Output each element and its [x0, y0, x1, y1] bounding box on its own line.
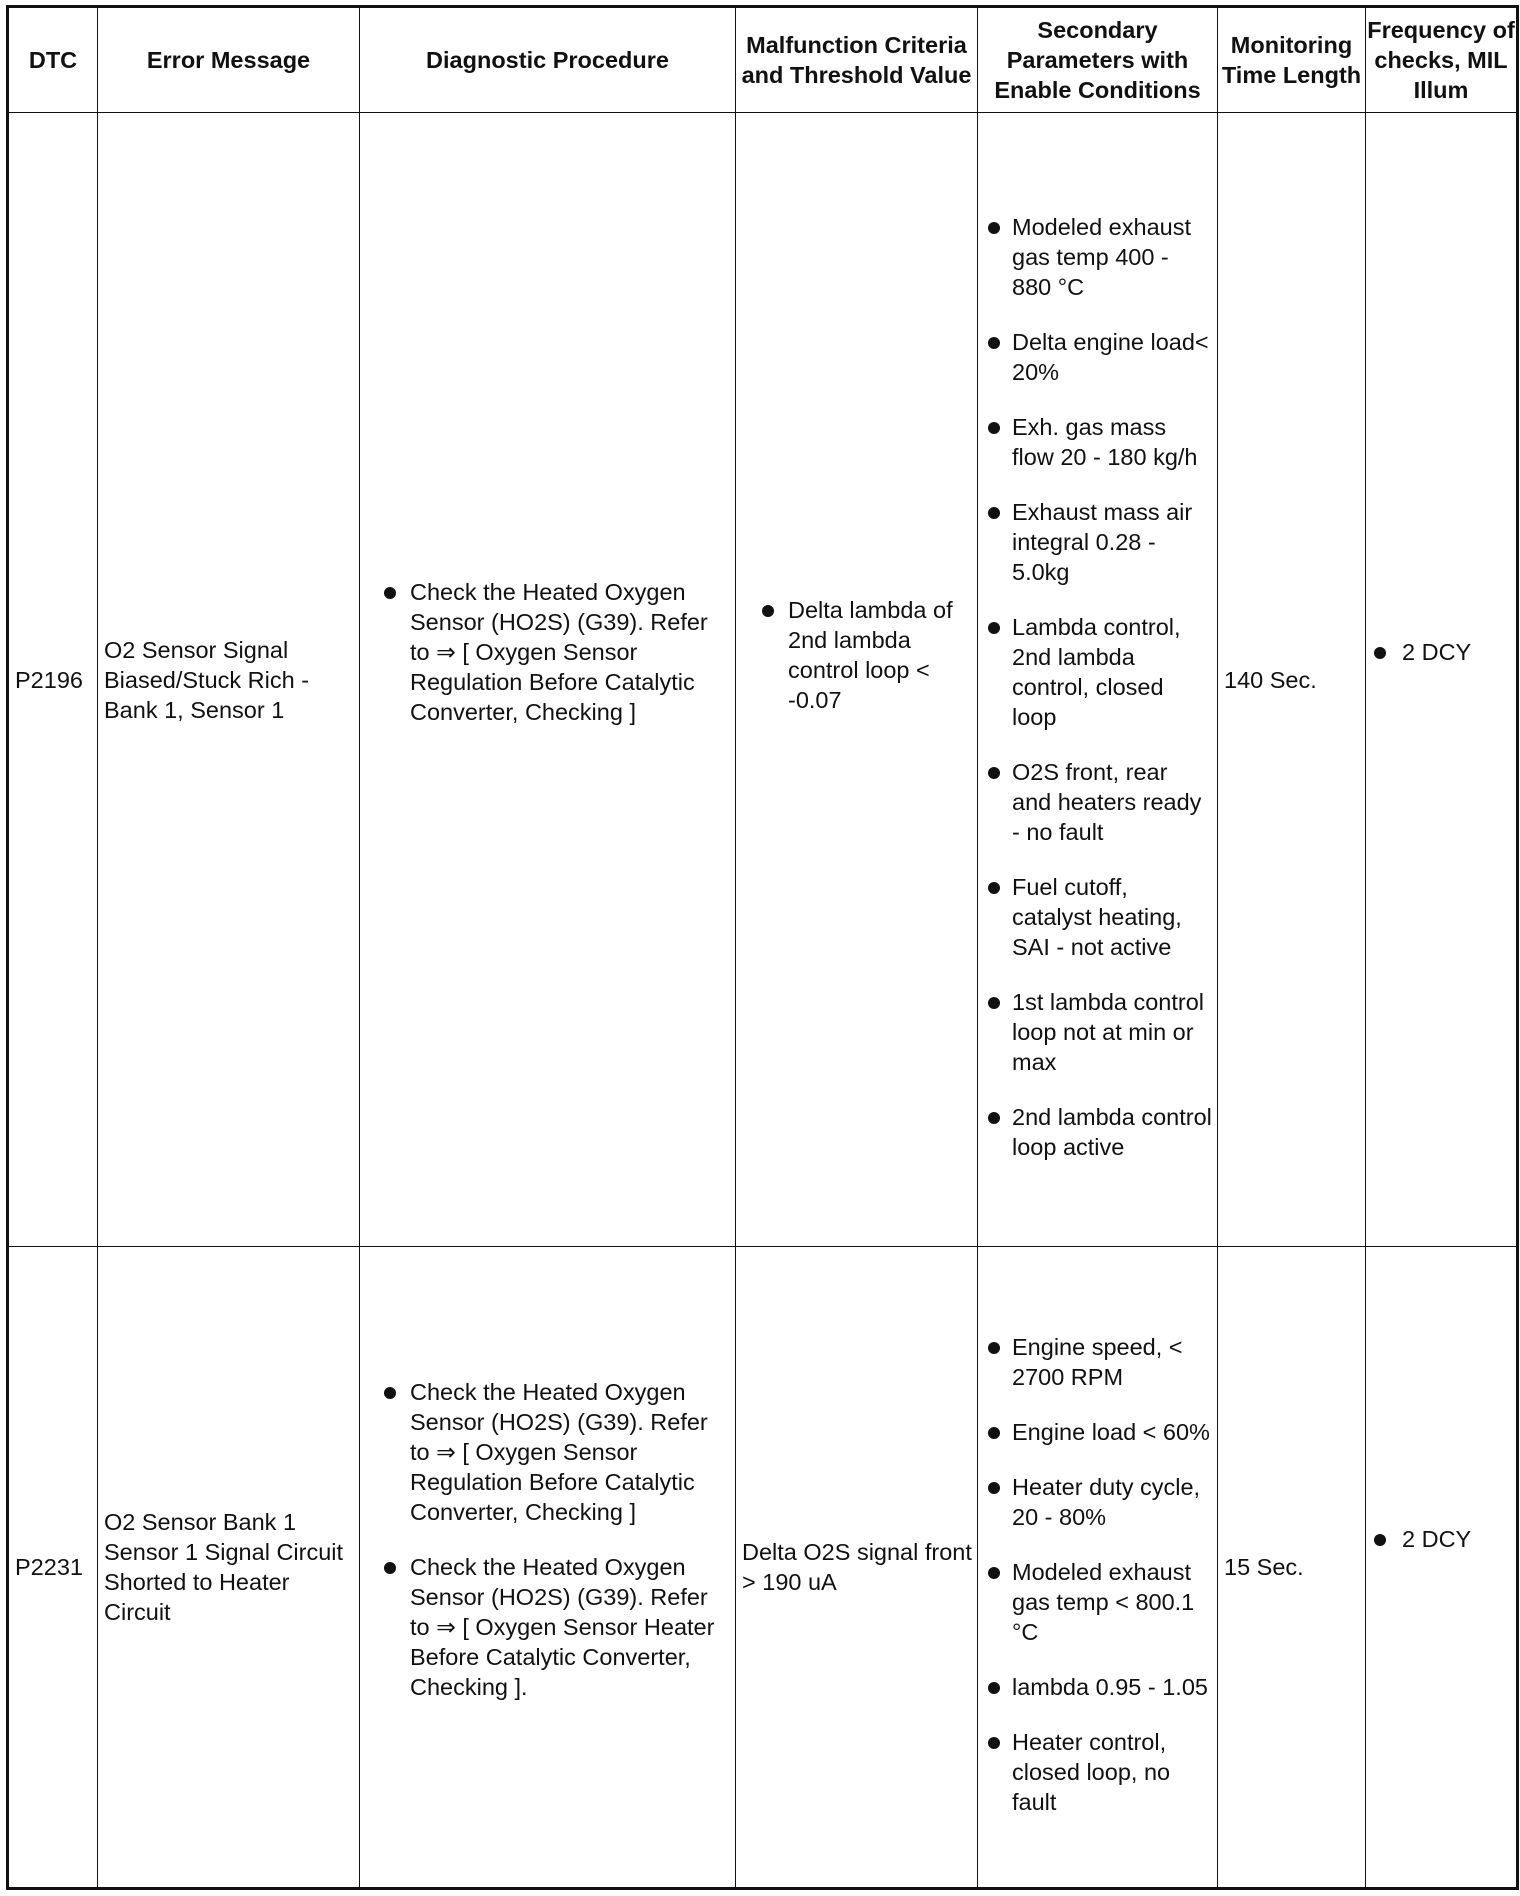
secondary-list [984, 1318, 1213, 1817]
frequency-item: 2 DCY [1372, 637, 1471, 667]
dtc-table [6, 5, 1519, 1890]
header-error-message: Error Message [98, 7, 360, 113]
header-malfunction-criteria: Malfunction Criteria and Threshold Value [736, 7, 978, 113]
secondary-item: Exh. gas mass flow 20 - 180 kg/h [984, 412, 1213, 472]
monitoring-time: 140 Sec. [1218, 113, 1366, 1247]
header-dtc: DTC [8, 7, 98, 113]
secondary-item: 1st lambda control loop not at min or max [984, 987, 1213, 1077]
procedure-item: Check the Heated Oxygen Sensor (HO2S) (G39). Refer to ⇒ [ Oxygen Sensor Heater Before Catalytic Converter, Checking ]. [366, 1552, 731, 1702]
malfunction-item: Delta lambda of 2nd lambda control loop < -0.07 [742, 595, 973, 715]
header-secondary-parameters: Secondary Parameters with Enable Conditions [978, 7, 1218, 113]
dtc-code: P2231 [8, 1247, 98, 1889]
frequency-item: 2 DCY [1372, 1524, 1471, 1554]
diagnostic-procedure [360, 1247, 736, 1889]
diagnostic-procedure [360, 113, 736, 1247]
procedure-item: Check the Heated Oxygen Sensor (HO2S) (G39). Refer to ⇒ [ Oxygen Sensor Regulation Before Catalytic Converter, Checking ] [366, 577, 731, 727]
procedure-list [366, 577, 731, 727]
header-monitoring-time: Monitoring Time Length [1218, 7, 1366, 113]
error-message: O2 Sensor Bank 1 Sensor 1 Signal Circuit Shorted to Heater Circuit [98, 1247, 360, 1889]
table-row [8, 113, 1518, 1247]
secondary-item: Delta engine load< 20% [984, 327, 1213, 387]
frequency-list [1372, 637, 1471, 667]
secondary-item: Modeled exhaust gas temp < 800.1 °C [984, 1557, 1213, 1647]
secondary-item: Lambda control, 2nd lambda control, closed loop [984, 612, 1213, 732]
header-row [8, 7, 1518, 113]
frequency-mil [1366, 1247, 1518, 1889]
monitoring-time: 15 Sec. [1218, 1247, 1366, 1889]
procedure-item: Check the Heated Oxygen Sensor (HO2S) (G39). Refer to ⇒ [ Oxygen Sensor Regulation Before Catalytic Converter, Checking ] [366, 1377, 731, 1527]
secondary-parameters [978, 1247, 1218, 1889]
secondary-item: Engine load < 60% [984, 1417, 1213, 1447]
secondary-item: O2S front, rear and heaters ready - no fault [984, 757, 1213, 847]
frequency-mil [1366, 113, 1518, 1247]
dtc-code: P2196 [8, 113, 98, 1247]
header-frequency: Frequency of checks, MIL Illum [1366, 7, 1518, 113]
secondary-parameters [978, 113, 1218, 1247]
secondary-item: Exhaust mass air integral 0.28 - 5.0kg [984, 497, 1213, 587]
secondary-item: Engine speed, < 2700 RPM [984, 1332, 1213, 1392]
malfunction-list [742, 595, 973, 715]
secondary-item: lambda 0.95 - 1.05 [984, 1672, 1213, 1702]
table-row [8, 1247, 1518, 1889]
secondary-list [984, 198, 1213, 1162]
secondary-item: Modeled exhaust gas temp 400 - 880 °C [984, 212, 1213, 302]
procedure-list [366, 1377, 731, 1702]
secondary-item: 2nd lambda control loop active [984, 1102, 1213, 1162]
secondary-item: Fuel cutoff, catalyst heating, SAI - not active [984, 872, 1213, 962]
malfunction-criteria: Delta O2S signal front > 190 uA [736, 1247, 978, 1889]
header-diagnostic-procedure: Diagnostic Procedure [360, 7, 736, 113]
malfunction-criteria [736, 113, 978, 1247]
secondary-item: Heater control, closed loop, no fault [984, 1727, 1213, 1817]
secondary-item: Heater duty cycle, 20 - 80% [984, 1472, 1213, 1532]
frequency-list [1372, 1524, 1471, 1554]
error-message: O2 Sensor Signal Biased/Stuck Rich - Bank 1, Sensor 1 [98, 113, 360, 1247]
